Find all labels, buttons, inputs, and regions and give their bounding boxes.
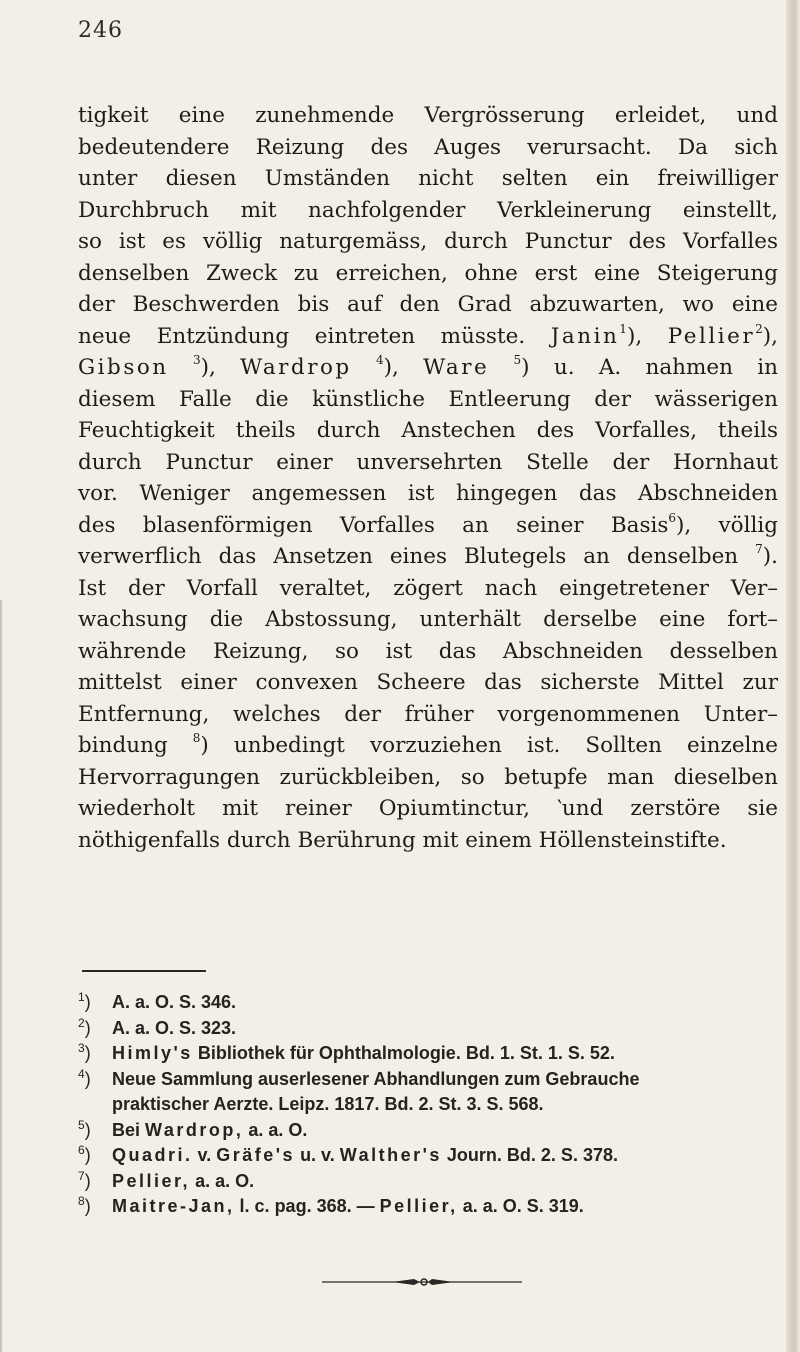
text-line: wachsung die Abstossung, unterhält derselbe eine fort– — [78, 607, 778, 632]
footnote-author: Himly's — [112, 1043, 193, 1063]
text-line: der Beschwerden bis auf den Grad abzuwarten, wo eine — [78, 292, 778, 317]
footnote-divider — [82, 970, 206, 972]
page-edge — [786, 0, 800, 1352]
text-line: nöthigenfalls durch Berührung mit einem Höllensteinstifte. — [78, 827, 727, 853]
footnote-text: l. c. pag. 368. — — [239, 1196, 375, 1216]
footnote-author: Quadri. — [112, 1145, 193, 1165]
text-line: neue Entzündung eintreten müsste. Janin$^1$), Pellier$^2$), — [78, 321, 778, 349]
text-line: denselben Zweck zu erreichen, ohne erst eine Steigerung — [78, 260, 778, 286]
footnote-author: Pellier, — [379, 1196, 458, 1216]
author-name: Wardrop — [240, 355, 352, 380]
footnote-text: a. a. O. — [248, 1119, 308, 1140]
line-text: völlig — [718, 512, 779, 538]
text-line: Gibson $^3$), Wardrop $^4$), Ware $^5$) u. A. nahmen in — [78, 353, 778, 380]
footnote-mark: 6 — [78, 1143, 85, 1157]
footnote: $^6$) Quadri. v. Gräfe's u. v. Walther's Journ. Bd. 2. S. 378. — [78, 1143, 618, 1165]
footnote: $^4$) Neue Sammlung auserlesener Abhandlungen zum Gebrauche — [78, 1067, 778, 1093]
line-text: bindung — [78, 733, 168, 758]
author-name: Janin — [550, 323, 620, 349]
footnote: $^8$) Maitre-Jan, l. c. pag. 368. — Pellier, a. a. O. S. 319. — [78, 1194, 584, 1216]
text-line: Ist der Vorfall veraltet, zögert nach eingetretener Ver– — [78, 575, 778, 601]
footnote-author: Pellier, — [112, 1170, 191, 1191]
page-number: 246 — [78, 18, 123, 43]
footnote-mark: 8 — [78, 1194, 85, 1208]
text-line: unter diesen Umständen nicht selten ein freiwilliger — [78, 166, 778, 191]
footnote-mark: 1 — [78, 990, 85, 1004]
author-name: Ware — [423, 355, 490, 380]
text-line: Feuchtigkeit theils durch Anstechen des Vorfalles, theils — [78, 418, 778, 443]
footnote-text: Journ. Bd. 2. S. 378. — [446, 1145, 618, 1165]
text-line: bindung $^8$) unbedingt vorzuziehen ist. Sollten einzelne — [78, 731, 778, 758]
footnote-mark: 5 — [78, 1117, 85, 1132]
footnote-ref: 2 — [755, 321, 763, 336]
footnote-author: Walther's — [339, 1145, 442, 1165]
footnote-ref: 5 — [513, 353, 522, 367]
footnote-ref: 3 — [192, 353, 201, 367]
footnote-ref: 8 — [192, 731, 201, 745]
text-line: vor. Weniger angemessen ist hingegen das Abschneiden — [78, 481, 778, 506]
footnote-text: a. a. O. — [195, 1170, 255, 1191]
line-text: unbedingt vorzuziehen ist. Sollten einzelne — [233, 733, 778, 758]
footnote-author: Gräfe's — [216, 1145, 296, 1165]
footnote-mark: 4 — [78, 1066, 85, 1081]
footnote-author: Wardrop, — [145, 1119, 244, 1140]
author-name: Gibson — [78, 355, 169, 380]
text-line: mittelst einer convexen Scheere das sicherste Mittel zur — [78, 670, 778, 695]
line-text: verwerflich das Ansetzen eines Blutegels an denselben — [78, 544, 739, 569]
footnotes — [78, 990, 778, 1220]
footnote-continuation: praktischer Aerzte. Leipz. 1817. Bd. 2. St. 3. S. 568. — [112, 1094, 544, 1114]
body-paragraph — [78, 100, 778, 856]
text-line: Entfernung, welches der früher vorgenommenen Unter– — [78, 701, 778, 727]
text-line: tigkeit eine zunehmende Vergrösserung erleidet, und — [78, 103, 778, 128]
text-line: durch Punctur einer unversehrten Stelle der Hornhaut — [78, 449, 778, 475]
gutter-shadow — [0, 600, 3, 1352]
footnote-text: Neue Sammlung auserlesener Abhandlungen zum Gebrauche — [112, 1068, 640, 1089]
text-line: des blasenförmigen Vorfalles an seiner Basis$^6$), völlig — [78, 510, 779, 538]
footnote: $^3$) Himly's Bibliothek für Ophthalmologie. Bd. 1. St. 1. S. 52. — [78, 1041, 615, 1063]
footnote-ref: 6 — [668, 510, 677, 525]
line-text: neue Entzündung eintreten müsste. — [78, 323, 526, 349]
footnote-ref: 7 — [755, 542, 763, 556]
line-text: u. A. nahmen in — [553, 355, 778, 380]
footnote-text: v. — [197, 1145, 212, 1165]
text-line: Hervorragungen zurückbleiben, so betupfe man dieselben — [78, 764, 778, 790]
footnote-text: Bei — [112, 1119, 141, 1140]
text-line: verwerflich das Ansetzen eines Blutegels an denselben $^7$). — [78, 542, 778, 569]
footnote: $^1$) A. a. O. S. 346. — [78, 990, 778, 1016]
line-text: . — [771, 544, 778, 569]
footnote-text: A. a. O. S. 346. — [112, 992, 237, 1012]
author-name: Pellier — [667, 323, 756, 349]
footnote-author: Maitre-Jan, — [112, 1196, 235, 1216]
footnote: $^2$) A. a. O. S. 323. — [78, 1016, 778, 1042]
line-text: des blasenförmigen Vorfalles an seiner Basis — [78, 512, 669, 538]
text-line: bedeutendere Reizung des Auges verursacht. Da sich — [78, 134, 778, 160]
footnote-ref: 4 — [375, 353, 384, 367]
footnote-mark: 3 — [78, 1041, 85, 1055]
footnote: $^5$) Bei Wardrop, a. a. O. — [78, 1117, 308, 1140]
text-line: Durchbruch mit nachfolgender Verkleinerung einstellt, — [78, 197, 778, 223]
text-line: so ist es völlig naturgemäss, durch Punctur des Vorfalles — [78, 229, 778, 254]
footnote-text: u. v. — [300, 1145, 335, 1165]
text-line: diesem Falle die künstliche Entleerung der wässerigen — [78, 386, 778, 412]
end-ornament — [322, 1276, 522, 1288]
footnote-mark: 2 — [78, 1015, 85, 1030]
footnote-mark: 7 — [78, 1168, 85, 1183]
footnote: $^7$) Pellier, a. a. O. — [78, 1168, 255, 1191]
footnote-text: a. a. O. S. 319. — [462, 1196, 584, 1216]
text-line: wiederholt mit reiner Opiumtinctur, ‵und zerstöre sie — [78, 796, 778, 821]
footnote-text: A. a. O. S. 323. — [112, 1017, 237, 1038]
footnote-text: Bibliothek für Ophthalmologie. Bd. 1. St. 1. S. 52. — [197, 1043, 615, 1063]
footnote-ref: 1 — [619, 321, 627, 336]
text-line: währende Reizung, so ist das Abschneiden desselben — [78, 638, 778, 664]
